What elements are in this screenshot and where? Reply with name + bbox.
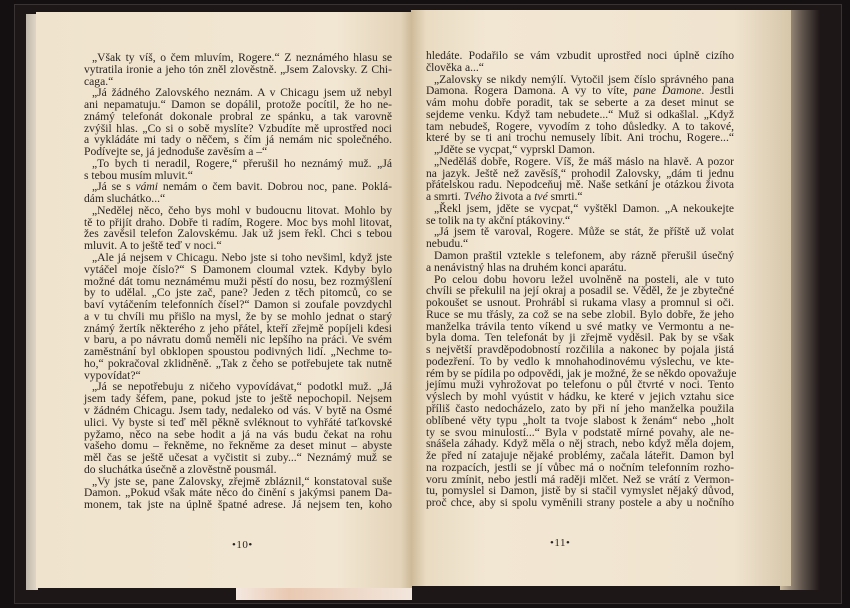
text-segment: chvíli se překulil na její okraj a posadil se. Věděl, že je zbytečné <box>426 284 734 298</box>
text-segment: známý telefonát dokonale probral ze spánku, a tak varovně <box>84 109 392 123</box>
text-segment: pyžamo, něco na sebe hodit a já na vás budu čekat na rohu <box>84 427 392 441</box>
text-segment: ho,“ pokračoval zklidněně. „Tak z čeho se potřebujete tak nutně <box>84 356 392 370</box>
text-segment: snášela záhady. Když měla o něj strach, nebo když měla dojem, <box>426 437 734 451</box>
page-number-right: •11• <box>550 537 571 549</box>
text-segment: na jazyk. Ještě než zavěsíš,“ prohodil Zalovsky, „dám ti jednu <box>426 166 734 180</box>
text-segment: výslech by mohl vyústit v hádku, ke které v jejich vztahu sice <box>426 390 734 404</box>
text-segment: tě to přijít draho. Dobře ti radím, Rogere. Moc bys mohl litovat, <box>84 215 392 229</box>
text-segment: známý žertík některého z jeho přátel, kteří zřejmě popíjeli kdesi <box>84 321 392 335</box>
text-segment: monem, tak jste na úplně špatné adrese. Já nejsem ten, koho <box>84 498 392 512</box>
text-segment: „Neděláš dobře, Rogere. Víš, že máš máslo na hlavě. A pozor <box>434 154 734 168</box>
text-segment: možné dát tomu neznámému muži pěstí do nosu, bez rozmýšlení <box>84 274 392 288</box>
text-segment: „Však ty víš, o čem mluvím, Rogere.“ Z neznámého hlasu se <box>92 51 392 64</box>
text-segment: se tolik na ty akční ptákoviny.“ <box>426 213 571 227</box>
text-segment: zaměstnání byl obklopen spoustou podivných lidí. „Nechme to- <box>84 345 392 359</box>
text-segment: smrti.“ <box>547 190 583 204</box>
text-segment: Podívejte se, já jednoduše zavěsím a –“ <box>84 145 268 159</box>
text-segment: s největší pravděpodobností rozčilila a nakonec by pojala jistá <box>426 343 734 357</box>
text-line <box>84 64 392 76</box>
text-segment: ty se svou minulostí...“ Byla v podstatě mírné povahy, ale ne- <box>426 425 734 439</box>
italic-text: tvé <box>534 190 548 204</box>
text-segment: „Zalovsky se nikdy nemýlí. Vytočil jsem číslo správného pana <box>434 72 734 86</box>
text-segment: měl čas se ještě učesat a vyčistit si zuby...“ Neznámý muž se <box>84 451 392 465</box>
text-segment: hledáte. Podařilo se vám vzbudit uprostřed noci úplně cizího <box>426 49 734 62</box>
text-segment: „Ale já nejsem v Chicagu. Nebo jste si toho nevšiml, když jste <box>92 251 392 265</box>
text-segment: Damona. Rogera Damona. A vy to víte, <box>426 84 634 98</box>
text-segment: caga.“ <box>84 74 114 88</box>
text-segment: sejdeme venku. Když tam nebudete...“ Muž si odkašlal. „Když <box>426 107 734 121</box>
text-segment: „Vy jste se, pane Zalovsky, zřejmě zbláznil,“ konstatoval suše <box>92 474 392 488</box>
text-line <box>84 499 392 511</box>
text-segment: ulici. Vy byste si teď měl pěkně svléknout to vyhřáté taťkovské <box>84 415 392 429</box>
text-line <box>426 226 734 238</box>
text-segment: vytáčel moje číslo?“ S Damonem cloumal vztek. Kdyby bylo <box>84 262 392 276</box>
text-segment: nemám o čem bavit. Dobrou noc, pane. Poklá- <box>158 180 392 194</box>
text-segment: vypovídat?“ <box>84 368 141 382</box>
text-segment: jsem tady šéfem, pane, pokud jste to ještě nepochopil. Nejsem <box>84 392 392 406</box>
text-segment: a v tu chvíli mu přišlo na mysl, že by se mohlo jednat o starý <box>84 309 392 323</box>
text-segment: voru zmínit, nebo jestli má raději mlčet. Než se vrátí z Vermon- <box>426 472 734 486</box>
text-segment: příliš často nedocházelo, zato by při ní jeho manželka použila <box>426 401 734 415</box>
text-segment: ani nepamatuju.“ Damon se dopálil, protože pocítil, že ho ne- <box>84 98 392 112</box>
text-segment: byla doma. Ten telefonát by ji zřejmě vyděsil. Pak by se však <box>426 331 734 345</box>
text-line <box>426 497 734 509</box>
text-segment: pokoušet se usnout. Prohrábl si rukama vlasy a promnul si oči. <box>426 296 734 310</box>
text-segment: jejímu muži vyhrožovat po telefonu o půl čtvrté v noci. Tento <box>426 378 734 392</box>
text-segment: „Já se s <box>92 180 136 194</box>
text-segment: Ruce se mu třásly, za což se na sebe zlobil. Bylo dobře, že jeho <box>426 307 734 321</box>
text-segment: žes zavěsil telefon Zalovskému. Jak už jsem řekl. Chci s tebou <box>84 227 392 241</box>
text-segment: tu, pomyslel si Damon, jistě by si stačil vymyslet nějaký důvod, <box>426 484 734 498</box>
text-segment: že před ní zatajuje nějaké problémy, začala láteřit. Damon byl <box>426 449 734 463</box>
text-segment: . Jestli <box>701 84 735 98</box>
text-segment: baví vytáčením telefonních čísel?“ Damon si zoufale povzdychl <box>84 298 392 312</box>
right-page-text <box>426 49 737 510</box>
text-segment: života a <box>492 190 535 204</box>
italic-text: vámi <box>135 180 158 194</box>
text-segment: „Nedělej něco, čeho bys mohl v budoucnu litovat. Mohlo by <box>92 203 392 217</box>
text-segment: tam nebudeš, Rogere, vyvodím z toho důsledky. A to takové, <box>426 119 734 133</box>
text-segment: Po celou dobu hovoru ležel uvolněně na posteli, ale v tuto <box>434 272 734 286</box>
text-segment: Damon praštil vztekle s telefonem, aby rázně přerušil úsečný <box>434 249 734 263</box>
text-segment: zvýšil hlas. „Co si o sobě myslíte? Vzbudíte mě uprostřed noci <box>84 121 392 135</box>
text-segment: vašeho domu – řekněme, no řekněme za deset minut – abyste <box>84 439 392 453</box>
text-segment: a nenávistný hlas na druhém konci aparátu. <box>426 260 627 274</box>
text-segment: člověka a...“ <box>426 60 484 74</box>
text-segment: s tebou musím mluvit.“ <box>84 168 193 182</box>
text-segment: v žádném Chicagu. Jsem tady, nedaleko od vás. V bytě na Osmé <box>84 403 392 417</box>
text-segment: proč chce, aby si spolu vyměnili strany postele a aby u nočního <box>426 496 734 510</box>
text-segment: vám mohu dobře poradit, tak se seberte a za deset minut se <box>426 96 734 110</box>
right-page <box>411 10 791 586</box>
text-segment: přátelskou radu. Nepodceňuj mě. Naše setkání je otázkou života <box>426 178 734 192</box>
text-segment: které by se ti ani trochu nemusely líbit. Ani trochu, Rogere...“ <box>426 131 734 145</box>
text-segment: rém by se pídila po odpovědi, jak je možné, že se někdo opovažuje <box>426 366 737 380</box>
italic-text: Tvého <box>463 190 493 204</box>
text-segment: nebudu.“ <box>426 237 469 251</box>
text-segment: do sluchátka úsečně a zlověstně pousmál. <box>84 462 277 476</box>
text-segment: dám sluchátko...“ <box>84 192 166 206</box>
text-segment: vytratila ironie a jeho tón zněl zlověstně. „Jsem Zalovsky. Z Chi- <box>84 62 392 76</box>
text-segment: mluvit. A to ještě teď v noci.“ <box>84 239 222 253</box>
bookmark-strip <box>236 588 412 600</box>
text-segment: „Jděte se vycpat,“ vyprskl Damon. <box>434 143 595 157</box>
text-segment: na rozpacích, jestli se jí vůbec má o nočním telefonním rozho- <box>426 460 734 474</box>
text-segment: podezření. To by vedlo k mnohahodinovému výslechu, ve kte- <box>426 354 734 368</box>
text-segment: a smrti. <box>426 190 464 204</box>
text-segment: by to udělal. „Co jste zač, pane? Jeden z těch pitomců, co se <box>84 286 392 300</box>
text-segment: „Já se nepotřebuju z ničeho vypovídávat,“ podotkl muž. „Já <box>92 380 392 394</box>
text-segment: a vykládáte mi tady o něčem, s čím já nemám nic společného. <box>84 133 392 147</box>
text-segment: „Řekl jsem, jděte se vycpat,“ vyštěkl Damon. „A nekoukejte <box>434 201 734 215</box>
left-page-text <box>84 52 392 511</box>
page-number-left: •10• <box>232 539 253 551</box>
left-page <box>36 12 412 588</box>
text-segment: Damon. „Pokud však máte něco do činění s jakýmsi panem Da- <box>84 486 392 500</box>
text-segment: v baru, a po návratu domů neměli nic lepšího na práci. Ve svém <box>84 333 392 347</box>
text-segment: „Já žádného Zalovského neznám. A v Chicagu jsem už nebyl <box>92 86 392 100</box>
text-segment: oblíbené věty typu „holt ta tvoje slabost k ženám“ nebo „holt <box>426 413 734 427</box>
italic-text: pane Damone <box>633 84 702 98</box>
text-segment: „To bych ti neradil, Rogere,“ přerušil ho neznámý muž. „Já <box>92 156 392 170</box>
text-segment: „Já jsem tě varoval, Rogere. Může se stát, že příště už volat <box>434 225 734 239</box>
text-segment: manželka trávila tento víkend u své matky ve Vermontu a ne- <box>426 319 734 333</box>
